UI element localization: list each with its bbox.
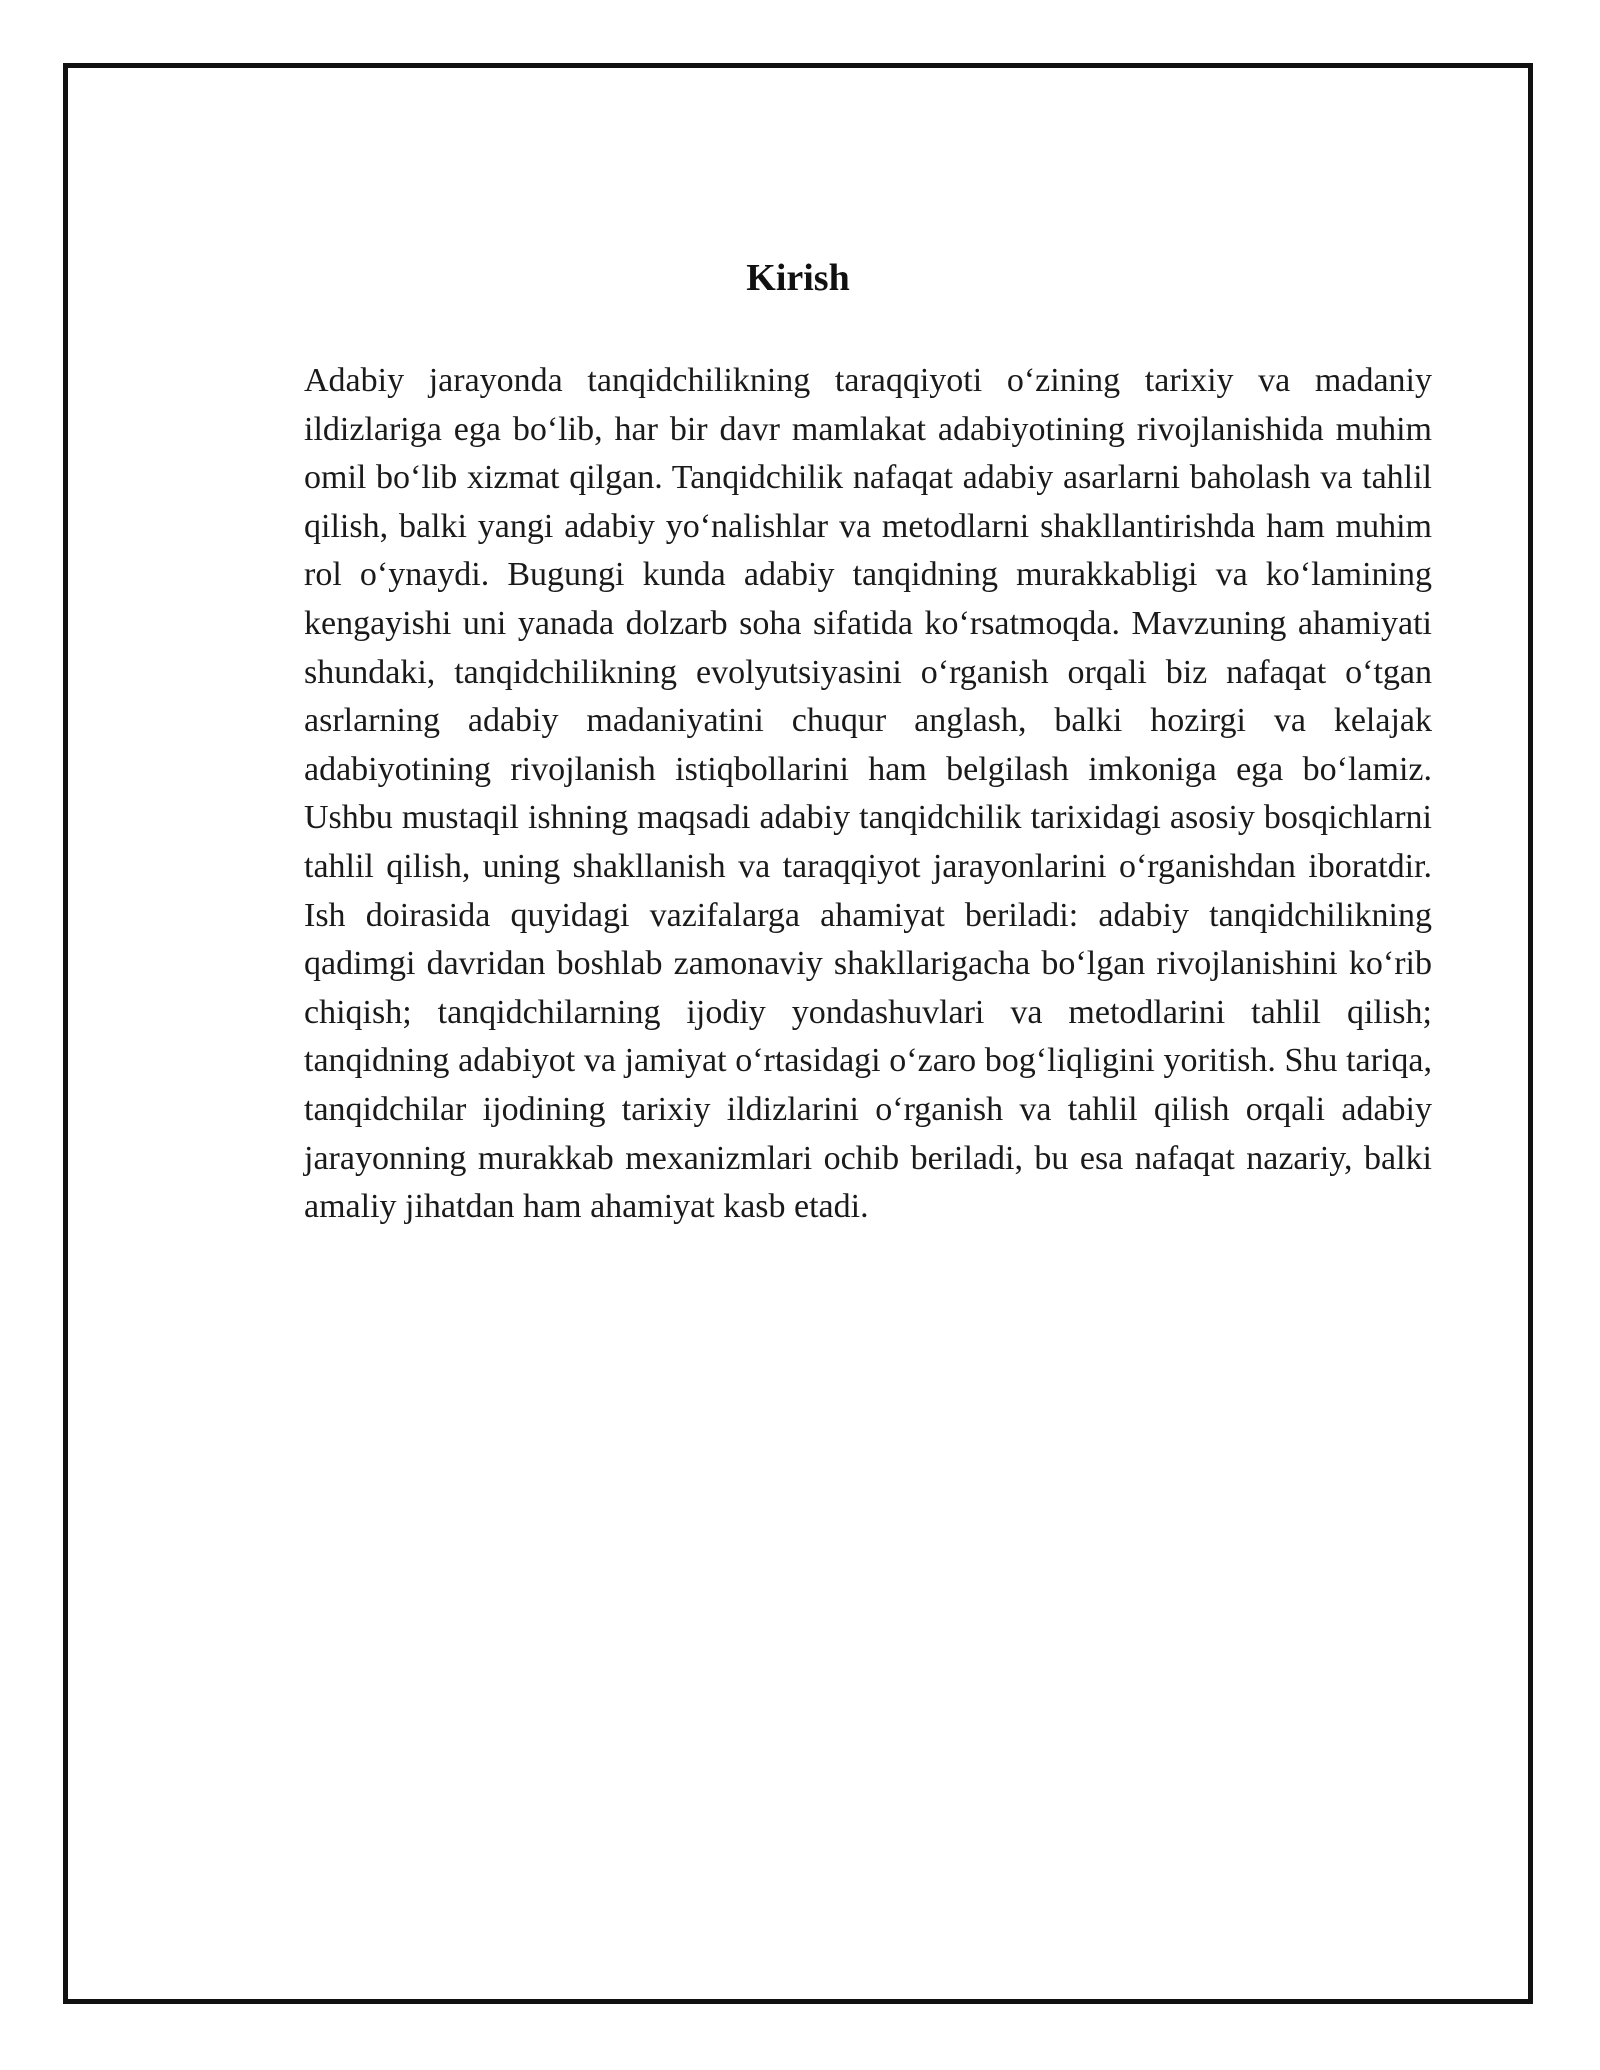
body-paragraph: Adabiy jarayonda tanqidchilikning taraqqiyoti o‘zining tarixiy va madaniy ildizlariga ega bo‘lib, har bir davr mamlakat adabiyotining rivojlanishida muhim omil bo‘lib xizmat qilgan. Tanqidchilik nafaqat adabiy asarlarni baholash va tahlil qilish, balki yangi adabiy yo‘nalishlar va metodlarni shakllantirishda ham muhim rol o‘ynaydi. Bugungi kunda adabiy tanqidning murakkabligi va ko‘lamining kengayishi uni yanada dolzarb soha sifatida ko‘rsatmoqda. Mavzuning ahamiyati shundaki, tanqidchilikning evolyutsiyasini o‘rganish orqali biz nafaqat o‘tgan asrlarning adabiy madaniyatini chuqur anglash, balki hozirgi va kelajak adabiyotining rivojlanish istiqbollarini ham belgilash imkoniga ega bo‘lamiz. Ushbu mustaqil ishning maqsadi adabiy tanqidchilik tarixidagi asosiy bosqichlarni tahlil qilish, uning shakllanish va taraqqiyot jarayonlarini o‘rganishdan iboratdir. Ish doirasida quyidagi vazifalarga ahamiyat beriladi: adabiy tanqidchilikning qadimgi davridan boshlab zamonaviy shakllarigacha bo‘lgan rivojlanishini ko‘rib chiqish; tanqidchilarning ijodiy yondashuvlari va metodlarini tahlil qilish; tanqidning adabiyot va jamiyat o‘rtasidagi o‘zaro bog‘liqligini yoritish. Shu tariqa, tanqidchilar ijodining tarixiy ildizlarini o‘rganish va tahlil qilish orqali adabiy jarayonning murakkab mexanizmlari ochib beriladi, bu esa nafaqat nazariy, balki amaliy jihatdan ham ahamiyat kasb etadi. [304,362,1432,1226]
page-title: Kirish [746,257,850,299]
page-border-frame [63,63,1533,2004]
